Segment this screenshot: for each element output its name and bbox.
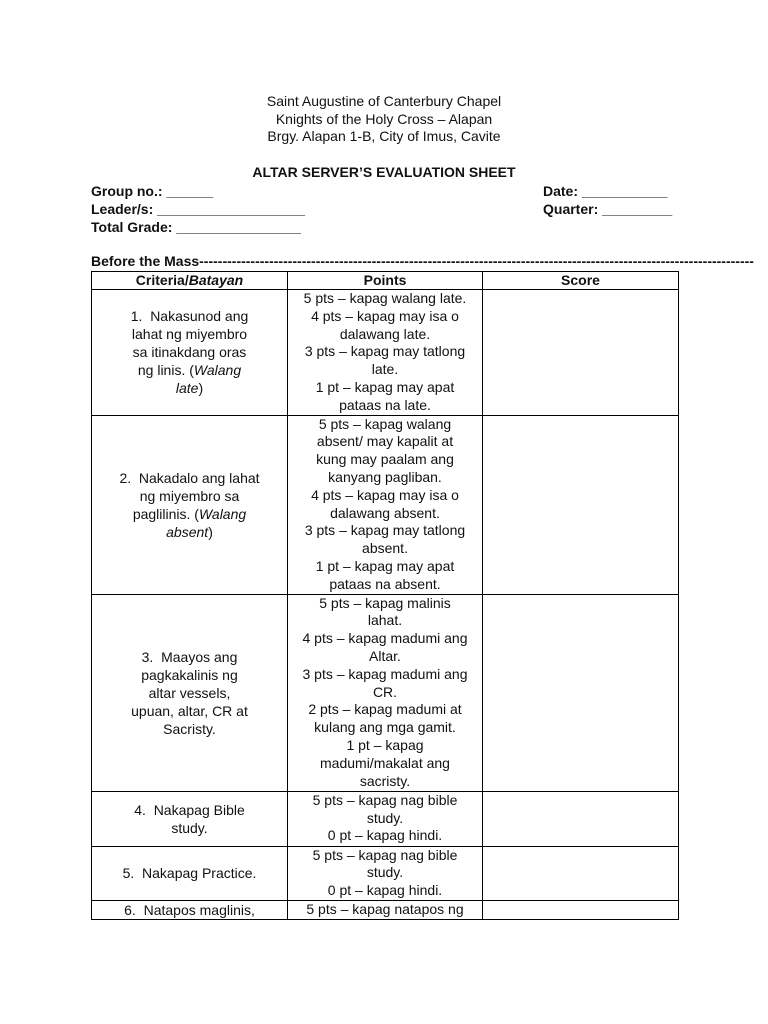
criteria-cell: [92, 900, 288, 919]
points-line: pataas na late.: [339, 396, 431, 413]
score-cell[interactable]: [483, 290, 679, 416]
points-line: dalawang absent.: [330, 504, 440, 521]
document-header: [0, 93, 768, 146]
criteria-line: 2. Nakadalo ang lahat: [119, 469, 260, 486]
points-line: 5 pts – kapag malinis: [319, 594, 451, 611]
criteria-line: lahat ng miyembro: [131, 326, 248, 343]
points-line: 3 pts – kapag may tatlong: [304, 343, 466, 360]
criteria-line: absent): [166, 523, 213, 540]
points-line: 1 pt – kapag: [346, 737, 424, 754]
points-line: kung may paalam ang: [316, 451, 454, 468]
criteria-line: Sacristy.: [163, 720, 216, 737]
criteria-italic: Walang: [193, 362, 242, 379]
criteria-line: 1. Nakasunod ang: [130, 308, 249, 325]
points-cell: [288, 415, 483, 594]
criteria-line: ng linis. (Walang: [137, 362, 242, 379]
criteria-cell: [92, 846, 288, 900]
evaluation-table: [91, 271, 679, 920]
criteria-cell: [92, 791, 288, 846]
criteria-cell: [92, 415, 288, 594]
points-line: absent.: [362, 540, 408, 557]
total-grade-field: Total Grade: ________________: [91, 219, 301, 235]
points-line: madumi/makalat ang: [320, 754, 450, 771]
criteria-italic: late: [175, 380, 199, 397]
points-line: late.: [371, 361, 399, 378]
table-row: [92, 415, 679, 594]
points-cell: [288, 900, 483, 919]
table-header-row: [92, 272, 679, 290]
points-line: pataas na absent.: [329, 575, 441, 592]
table-row: [92, 846, 679, 900]
criteria-cell: [92, 594, 288, 791]
points-line: study.: [366, 809, 404, 826]
points-cell: [288, 791, 483, 846]
score-cell[interactable]: [483, 415, 679, 594]
points-cell: [288, 290, 483, 416]
criteria-line: 5. Nakapag Practice.: [122, 865, 257, 882]
points-line: 1 pt – kapag may apat: [315, 557, 455, 574]
points-line: 3 pts – kapag may tatlong: [304, 522, 466, 539]
points-line: 4 pts – kapag madumi ang: [302, 630, 468, 647]
table-row: [92, 290, 679, 416]
points-line: 5 pts – kapag natapos ng: [306, 900, 464, 917]
points-line: 5 pts – kapag nag bible: [312, 846, 458, 863]
points-line: dalawang late.: [339, 325, 431, 342]
criteria-line: 4. Nakapag Bible: [134, 801, 245, 818]
points-cell: [288, 594, 483, 791]
section-heading: Before the Mass-----------------------------------------------------------------------------------------------------------------------: [91, 253, 754, 269]
criteria-line: ng miyembro sa: [139, 487, 240, 504]
criteria-line: 3. Maayos ang: [141, 648, 238, 665]
points-line: study.: [366, 864, 404, 881]
points-line: Altar.: [369, 648, 401, 665]
address: Brgy. Alapan 1-B, City of Imus, Cavite: [267, 128, 501, 144]
criteria-line: sa itinakdang oras: [132, 344, 247, 361]
score-cell[interactable]: [483, 791, 679, 846]
group-number-field: Group no.: ______: [91, 183, 214, 199]
criteria-italic: Walang: [198, 505, 247, 522]
points-line: 2 pts – kapag madumi at: [308, 701, 462, 718]
criteria-italic: absent: [166, 523, 209, 540]
points-line: 0 pt – kapag hindi.: [327, 882, 443, 899]
points-line: CR.: [372, 683, 398, 700]
points-line: 5 pts – kapag walang: [318, 415, 452, 432]
criteria-line: late): [175, 380, 204, 397]
points-line: 0 pt – kapag hindi.: [327, 827, 443, 844]
criteria-line: study.: [171, 819, 208, 836]
points-line: absent/ may kapalit at: [316, 433, 454, 450]
points-header: Points: [288, 272, 483, 290]
points-line: 5 pts – kapag nag bible: [312, 791, 458, 808]
points-line: kulang ang mga gamit.: [314, 719, 456, 736]
criteria-line: 6. Natapos maglinis,: [124, 901, 255, 918]
criteria-line: pagkakalinis ng: [141, 666, 238, 683]
points-line: 3 pts – kapag madumi ang: [302, 665, 468, 682]
criteria-line: upuan, altar, CR at: [131, 702, 248, 719]
points-line: 4 pts – kapag may isa o: [311, 486, 459, 503]
criteria-line: paglilinis. (Walang: [132, 505, 247, 522]
points-line: 1 pt – kapag may apat: [315, 378, 455, 395]
points-line: 5 pts – kapag walang late.: [303, 290, 467, 306]
sheet-title: ALTAR SERVER’S EVALUATION SHEET: [252, 164, 516, 180]
score-cell[interactable]: [483, 594, 679, 791]
points-line: 4 pts – kapag may isa o: [311, 307, 459, 324]
table-row: [92, 900, 679, 919]
score-cell[interactable]: [483, 846, 679, 900]
points-line: lahat.: [367, 612, 403, 629]
points-line: kanyang pagliban.: [328, 468, 442, 485]
score-cell[interactable]: [483, 900, 679, 919]
form-fields: [91, 182, 678, 236]
points-line: sacristy.: [359, 772, 411, 789]
criteria-header: Criteria/Batayan: [92, 272, 288, 290]
date-field: Date: ___________: [543, 183, 668, 199]
quarter-field: Quarter: _________: [543, 201, 673, 217]
table-row: [92, 594, 679, 791]
leader-field: Leader/s: ___________________: [91, 201, 306, 217]
points-cell: [288, 846, 483, 900]
table-row: [92, 791, 679, 846]
chapel-name: Saint Augustine of Canterbury Chapel: [266, 93, 502, 109]
criteria-cell: [92, 290, 288, 416]
criteria-line: altar vessels,: [148, 684, 231, 701]
organization-name: Knights of the Holy Cross – Alapan: [275, 110, 493, 127]
score-header: Score: [483, 272, 679, 290]
